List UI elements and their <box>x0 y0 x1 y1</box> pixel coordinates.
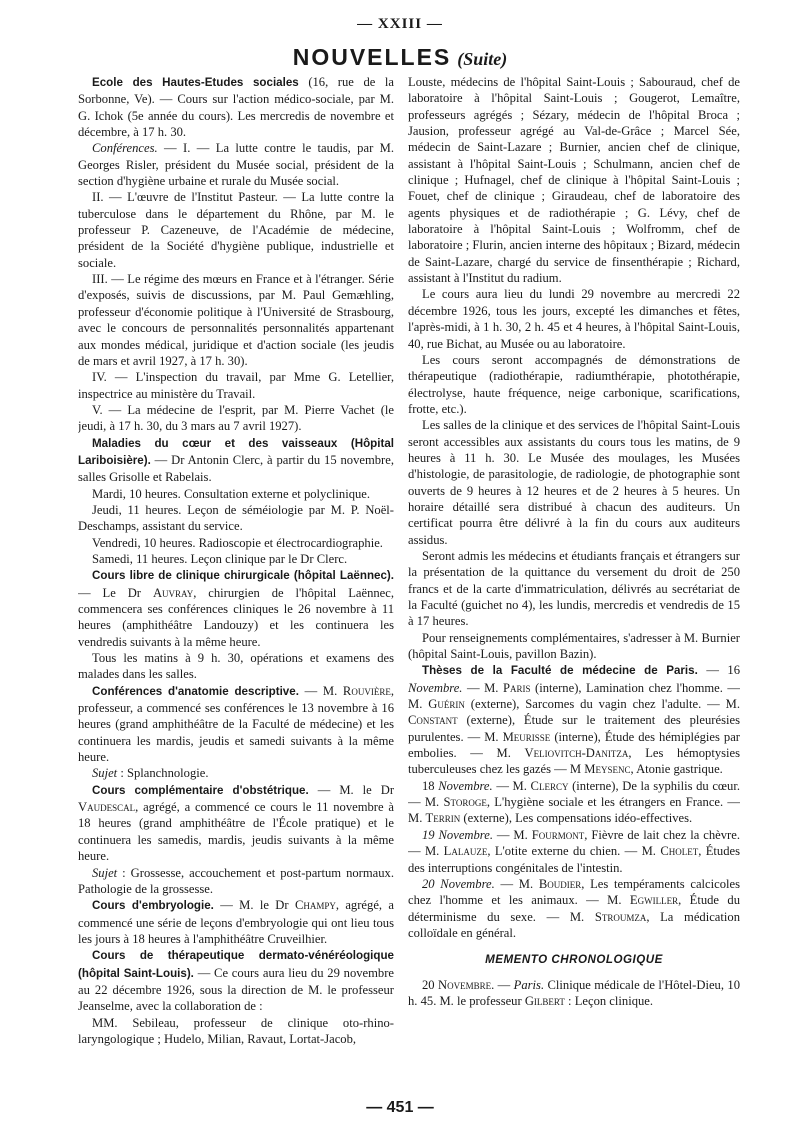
item-text: , L'otite externe du chien. — M. <box>487 844 656 859</box>
memento-heading <box>408 951 740 968</box>
item-text: 18 <box>422 778 435 793</box>
memento-item <box>408 977 740 1010</box>
item-text: : Splanchnologie. <box>120 766 209 781</box>
news-item: IV. — L'inspection du travail, par Mme G. Letellier, inspectrice au ministère du Travail. <box>78 370 394 401</box>
news-item: II. — L'œuvre de l'Institut Pasteur. — La lutte contre la tuberculose dans le département du Rhône, par M. le professeur P. Cazeneuve, de l'Académie de médecine, président de la Société d'hygiène publique, industrielle et sociale. <box>78 190 394 270</box>
item-text: , Étude du déterminisme du sexe. — M. <box>408 893 740 924</box>
news-item: MM. Sebileau, professeur de clinique oto-rhino-laryngologique ; Hudelo, Milian, Ravaut, Lortat-Jacob, <box>78 1015 394 1046</box>
person-name: Egwiller <box>629 893 679 908</box>
item-text: — M. <box>466 680 499 695</box>
person-name: Lalauze <box>443 844 488 859</box>
item-heading: Cours de thérapeutique dermato-vénéréologique (hôpital Saint-Louis). <box>78 949 394 980</box>
news-item <box>78 140 394 189</box>
item-heading: Conférences d'anatomie descriptive. <box>92 684 299 698</box>
section-title-suite: (Suite) <box>457 49 508 69</box>
person-name: Vaudescal <box>78 800 136 815</box>
thesis-date: 19 Novembre. <box>422 827 493 842</box>
person-name: Paris <box>502 680 531 695</box>
news-item: Tous les matins à 9 h. 30, opérations et examens des malades dans les salles. <box>78 651 394 682</box>
item-text: — M. le Dr <box>220 898 289 913</box>
item-text: — Le Dr <box>78 585 142 600</box>
page-number: — 451 — <box>366 1099 434 1116</box>
item-text: , Fièvre de lait chez la chèvre. — M. <box>408 827 740 859</box>
news-item: Pour renseignements complémentaires, s'adresser à M. Burnier (hôpital Saint-Louis, pavillon Bazin). <box>408 630 740 662</box>
item-text: , professeur, a commencé ses conférences le 13 novembre à 16 heures (grand amphithéâtre de la Faculté de médecine) et les continuera les mardis, jeudis et samedi suivants à la même heure. <box>78 683 394 765</box>
news-item <box>78 897 394 947</box>
news-item: Vendredi, 10 heures. Radioscopie et électrocardiographie. <box>92 535 383 550</box>
item-text: (interne), Lamination chez l'homme. — M. <box>408 680 740 712</box>
item-text: — M. <box>496 827 528 842</box>
item-text: — M. <box>304 683 338 698</box>
item-heading: Cours d'embryologie. <box>92 899 214 913</box>
item-heading: Thèses de la Faculté de médecine de Paris. <box>422 664 698 678</box>
right-column <box>408 74 740 1094</box>
item-text: — M. le Dr <box>317 782 394 797</box>
item-text: , Études des interruptions congénitales de l'intestin. <box>408 844 740 875</box>
item-text: , agrégé, a commencé une série de leçons d'embryologie qui ont lieu tous les jours à 18 heures à l'amphithéâtre Cruveilhier. <box>78 898 394 946</box>
news-item <box>78 683 394 766</box>
news-item: Les salles de la clinique et des services de l'hôpital Saint-Louis seront accessibles aux assistants du cours tous les matins, de 9 heures à 11 h. 30. Le Musée des moulages, les Musées d'histologie, de parasitologie, de radiologie, de photographie sont ouverts de 9 heures à 12 heures et de 2 heures à 5 heures. Un horaire détaillé sera distribué à chacun des auditeurs. Un certificat pourra être délivré à la fin du cours aux auditeurs assidus. <box>408 418 740 547</box>
thesis-list <box>408 876 740 941</box>
memento-date: 20 Novembre. <box>422 977 495 992</box>
left-column <box>78 74 394 1094</box>
item-text: Clinique médicale de l'Hôtel-Dieu, 10 h. 45. M. le professeur <box>408 977 740 1008</box>
news-item: Seront admis les médecins et étudiants français et étrangers sur la présentation de la quittance du versement du droit de 250 francs et de la carte d'immatriculation, délivrés au secrétariat de la Faculté (guichet no 4), les lundis, mercredis et vendredis de 15 à 17 heures. <box>408 548 740 629</box>
news-item <box>78 865 394 898</box>
item-heading: Maladies du cœur et des vaisseaux (Hôpital Lariboisière). <box>78 436 394 467</box>
item-text: — 16 <box>706 663 740 678</box>
news-item: Louste, médecins de l'hôpital Saint-Louis ; Sabouraud, chef de laboratoire à l'hôpital Saint-Louis ; Gougerot, Lemaître, professeurs agrégés ; Sézary, médecin de l'hôpital Broca ; Jausion, professeur agrégé au Val-de-Grâce ; Marcel Sée, médecin de Saint-Lazare ; Burnier, ancien chef de clinique, assistant à l'hôpital Saint-Louis ; Schulmann, ancien chef de clinique ; Hufnagel, chef de clinique à l'hôpital Saint-Louis ; Fouet, chef de clinique ; Giraudeau, chef de laboratoire des agents physiques et de radiothérapie ; G. Lévy, chef de laboratoire à l'hôpital Saint-Louis ; Wolfromm, chef de laboratoire ; Flurin, ancien interne des hôpitaux ; Bizard, médecin de Saint-Lazare, chargé du service de finsenthérapie ; Richard, assistant à l'Institut du radium. <box>408 75 740 286</box>
news-item: Les cours seront accompagnés de démonstrations de thérapeutique (radiothérapie, radiumthérapie, photothérapie, électrolyse, haute fréquence, neige carbonique, scarifications, frotte, etc.). <box>408 352 740 416</box>
person-name: Storoge <box>443 795 487 810</box>
item-text: — Ce cours aura lieu du 29 novembre au 22 décembre 1926, sous la direction de M. le professeur Jeanselme, avec la collaboration de : <box>78 965 394 1014</box>
item-text: , La médication colloïdale en général. <box>408 909 740 940</box>
memento-title: MEMENTO CHRONOLOGIQUE <box>485 953 663 967</box>
person-name: Auvray <box>152 585 194 600</box>
memento-city: Paris. <box>513 977 545 992</box>
item-text: — M. <box>496 778 527 793</box>
person-name: Stroumza <box>594 909 647 924</box>
item-text: — I. — La lutte contre le taudis, par M. Georges Risler, président du Musée social, président de la section d'hygiène urbaine et rurale du Musée social. <box>78 141 394 189</box>
person-name: Champy <box>294 898 336 913</box>
person-name: Fourmont <box>531 827 585 842</box>
news-item <box>78 765 394 781</box>
person-name: Meurisse <box>502 729 551 744</box>
news-item: III. — Le régime des mœurs en France et à l'étranger. Série d'exposés, suivis de discussions, par M. Paul Gemæhling, professeur d'économie politique à l'Université de Strasbourg, avec le concours de personnalités personnalités appartenant aux mondes médical, juridique et d'action sociale (les jeudis de mars et avril 1927, à 17 h. 30). <box>78 272 394 368</box>
person-name: Terrin <box>425 811 461 826</box>
thesis-date: 20 Novembre. <box>422 876 495 891</box>
item-text: (16, rue de la Sorbonne, Ve). — Cours sur l'action médico-sociale, par M. G. Ichok (5e année du cours). Les mercredis de novembre et décembre, à 17 h. 30. <box>78 75 394 140</box>
news-item <box>78 74 394 140</box>
item-text: : Grossesse, accouchement et post-partum normaux. Pathologie de la grossesse. <box>78 865 394 896</box>
thesis-list <box>408 827 740 876</box>
item-heading: Cours libre de clinique chirurgicale (hôpital Laënnec). <box>92 569 394 583</box>
thesis-date: Novembre. <box>408 680 463 695</box>
person-name: Boudier <box>538 876 582 891</box>
person-name: Cholet <box>660 844 699 859</box>
item-text: , Atonie gastrique. <box>630 762 723 777</box>
item-text: , L'hygiène sociale et les étrangers en France. — M. <box>408 795 740 826</box>
roman-page-number: — XXIII — <box>357 16 443 32</box>
section-title-main: NOUVELLES <box>292 44 452 70</box>
item-heading: Ecole des Hautes-Etudes sociales <box>92 76 299 89</box>
person-name: Clercy <box>530 778 569 793</box>
news-item: Samedi, 11 heures. Leçon clinique par le Dr Clerc. <box>92 551 348 566</box>
item-text: , agrégé, a commencé ce cours le 11 novembre à 18 heures (grand amphithéâtre de l'École pratique) et le continuera les samedis, mardis, jeudis suivants à la même heure. <box>78 800 394 864</box>
person-name: Meysenc <box>584 762 631 777</box>
person-name: Constant <box>408 713 458 728</box>
item-label: Sujet <box>92 766 118 781</box>
person-name: Guérin <box>428 697 465 712</box>
item-text: (interne), Étude des hémiplégies par embolies. — M. <box>408 729 740 761</box>
item-text: , chirurgien de l'hôpital Laënnec, commencera ses conférences cliniques le 26 novembre à 11 heures (amphithéâtre Landouzy) et les continuera les vendredis suivants à la même heure. <box>78 585 394 649</box>
item-text: — M. <box>500 876 534 891</box>
item-text: , Les tempéraments calcicoles chez l'homme et les animaux. — M. <box>408 876 740 908</box>
item-text: : Leçon clinique. <box>568 993 654 1008</box>
person-name: Veliovitch-Danitza <box>524 746 629 761</box>
item-label: Conférences. <box>92 141 158 156</box>
item-text: (externe), Sarcomes du vagin chez l'adulte. — M. <box>470 697 740 712</box>
section-title <box>0 44 800 71</box>
item-text: — <box>497 977 511 992</box>
item-text: — Dr Antonin Clerc, à partir du 15 novembre, salles Grisolle et Rabelais. <box>78 452 394 485</box>
news-item <box>78 947 394 1014</box>
news-item <box>78 782 394 865</box>
thesis-list <box>408 662 740 777</box>
news-item <box>78 567 394 650</box>
item-label: Sujet <box>92 865 118 880</box>
person-name: Rouvière <box>342 683 391 698</box>
item-text: (externe), Les compensations idéo-effectives. <box>463 811 693 826</box>
news-item: Mardi, 10 heures. Consultation externe et polyclinique. <box>92 486 371 501</box>
news-item: V. — La médecine de l'esprit, par M. Pierre Vachet (le jeudi, à 17 h. 30, du 3 mars au 7 avril 1927). <box>78 402 394 434</box>
item-heading: Cours complémentaire d'obstétrique. <box>92 783 309 797</box>
thesis-list <box>408 778 740 827</box>
person-name: Gilbert <box>524 993 565 1008</box>
news-item: Jeudi, 11 heures. Leçon de séméiologie par M. P. Noël-Deschamps, assistant du service. <box>78 502 394 534</box>
news-item <box>78 435 394 486</box>
item-text: (externe), Étude sur le traitement des pleurésies purulentes. — M. <box>408 713 740 744</box>
thesis-date: Novembre. <box>438 778 493 793</box>
news-item: Le cours aura lieu du lundi 29 novembre au mercredi 22 décembre 1926, tous les jours, excepté les dimanches et fêtes, l'après-midi, à 1 h. 30, 2 h. 45 et 4 heures, à l'hôpital Saint-Louis, 40, rue Bichat, au Musée ou au laboratoire. <box>408 287 740 351</box>
item-text: (interne), De la syphilis du cœur. — M. <box>408 778 740 810</box>
item-text: , Les hémoptysies tuberculeuses chez les gazés — M <box>408 746 740 777</box>
